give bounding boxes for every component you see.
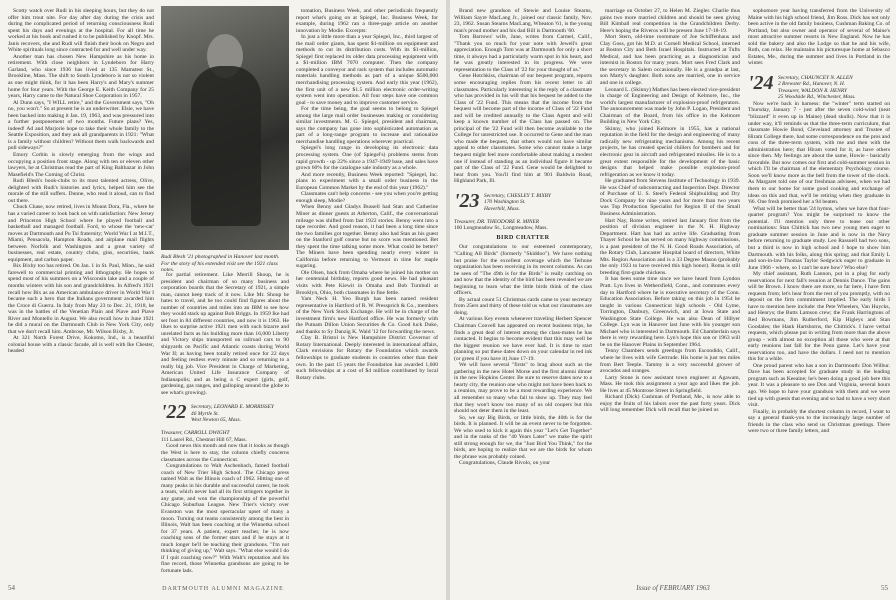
paragraph: Leonard L. (Skinny) Mathes has been elected vice-president in charge of Engineering and Design of Kelmore, Inc., the world's largest manufacturer of explosion-proof refrigerators. The announcement was made by John P. Logan, President and Chairman of the Board, from his office in the Kelmore Building in New York City. xyxy=(600,86,740,126)
paragraph: What will be better than '24 hymns, when we have that four-quarter program? You might be surprised to know the potential. I'll mention only three to tease our other nominations: Stan Chittick has two new young men eager to graduate summer session in June and is now in the Navy before returning to graduate study. Leo Rassuell had two sons, but a third is now in high school and I hope to show him Dartmouth. with his folks, along this spring; and that Emily L and son-in-law Thomas Taylor Sedgwick eager to graduate in June 1966 - where, so I can't be sure how? Who else? xyxy=(748,205,890,271)
photo-caption: Rudi Blesh '21 photographed in Hanover last month. For the story of his extended visit see the 1921 class notes. xyxy=(161,254,280,274)
paragraph: Gene Hotchkiss, chairman of our bequest program, reports some encouraging replies from his recent letter to all classmates. Particularly interesting is the reply of a classmate who has provided in his will that his bequest be added to the Class of '22 Fund. This means that the income from the bequest will become part of the income of Class of '22 Fund and will be credited annually to the Class Agent and will keep a known number of the Class has passed on. The principal of the '22 Fund will then become available to the College for unrestricted use. It occurred to Gene and the man who made the bequest, that others would not have similar appeal to other classmates. Some who cannot make a large bequest might feel more comfortable about making a modest one if instead of standing as an individual figure it became part of the Class of '22 Fund. Gene would be delighted to hear from you. You'll find him at 901 Baldwin Road, Highland Park, Ill. xyxy=(454,73,592,185)
paragraph: At 321 North Forest Drive, Kokomo, Ind., is a beautiful colonial house with a classic facade, all is well with Ike Chester, headed xyxy=(8,335,154,355)
class-23-header xyxy=(454,189,592,215)
paragraph: At various Key events whenever traveling Herbert Spencer Chairman Convell has appeared on recent business trips, he finds a great deal of interest among the class-mates he has contacted. It begins to become evident that this may well be the biggest reunion we have ever had. It is time to start planning so put these dates down on your calendar in red ink (or green if you have it) June 17-19. xyxy=(454,316,592,362)
right-page xyxy=(450,0,896,600)
paragraph: Scotty watch over Rudi in his sleeping hours, but they do not offer him trout nite. For day after day during the crisis and during the complicated period of returning consciousness Rudi spent his days and evenings at the hospital. For all time he worked at his book and rushed it to be published by Knopf. Mrs. Janis recovers, she and Rudi will finish their book on Negro and White spirituals long since contracted for and well under way. xyxy=(8,8,154,54)
paragraph: tomation, Business Week, and other periodicals frequently report what's going on at Spiegel, Inc. Business Week, for example, during 1962 ran a three-page article on another innovation by Modie. Excerpts: xyxy=(296,8,438,34)
paragraph: for partial retirement. Like Merrill Shoup, he is president and chairman of so many business and corporation boards that the Secretary of 1921, a simple man, cannot keep track of it now. Like Mr. Shoup he hates to travel, and he too could find figures about the number of countries and miles into an IBM to see how they would stack up against Bob Briggs. In 1959 Ike had set foot in 84 different countries, and now it is 1963. He likes to surprise active 1921 men with such bizarre and unrelated facts as his building more than 16,000 Liberty and Victory ships transported on railroad cars to 90 shipyards on Pacific and Atlantic coasts during World War II; as having been totally retired once for 22 days and feeling restless every minute and so returning to a really big job. Vice President in Charge of Marketing, American United Life Insurance Company of Indianapolis; and as being a C expert (girls, golf, gardening, gas ranges, and galloping around the globe to see what's growing). xyxy=(161,272,289,396)
paragraph: In just a little more than a year Spiegel, Inc., third largest of the mail order giants, has spent $1-million on equipment and methods to cut its distribution costs. With its $1-million, Spiegel first replaced its older data processing equipment with a $1-million IBM 7070 computer. Then the company completed a conveyor and rack system that includes automatic materials handling methods as part of a unique $500,000 merchandising processing system. And early this year (1962), the first unit of a new $1.5 million electronic order-writing system went into operation. All four steps have one common goal - to save money and to improve customer service. xyxy=(296,34,438,106)
paragraph: Brand new grandson of Stewie and Louise Stearns, William Sayre MacLang Jr., joined our classic family, Nov. 23, 1962. Susan Stearns MacLang, Wheaton '61, is the young man's proud mother and his dad Bill is Dartmouth '60. xyxy=(454,8,592,34)
paragraph: Finally, in probably the shortest column in record, I want to say a general thank-you to the increasingly large number of friends in the class who send us Christmas greetings. There were two or three family letters, and xyxy=(748,408,890,435)
paragraph: One proud parent who has a son in Dartmouth: Don Wilbur. Dave has been accepted for graduate study in the leading program such as Keeaine; he's been doing a good job here this year. It was a pleasure to see Don and Virginia, several hours ago. We hope to have your grandson with them and we were tied up with guests that evening and so had to have a very short visit. xyxy=(748,362,890,409)
class-year: '22 xyxy=(161,401,187,424)
photo-portrait-body xyxy=(191,66,261,226)
paragraph: Now we're back in harness: the "winter" term started on Thursday, January 7 - just after the seven cold-wind (neat "blizzard" it even up in Maine) (dead skulls). Now that it is under way, it'll reminds us that the three-term curriculum, that classmate Howie Bond, Cleveland attorney and Trustee of Hiram College there, had some correspondence on the pros and cons of the three-term system, with me and then with the administration here; that Hiram voted for it, as have others since then. My feelings are about the same, Howie - basically favorable. But now comes our first and cold-summer session in which I'll be chairman of the elementary Psychology course. Soon we'll know more as the bell from the tower of the clock. As Margaret told one of our freshman advisees, when we had them to our home for some good cooking and exchange of ideas on this and that, we'll be retiring when they graduate in '66. One fresh promised her a 94 beaten. xyxy=(748,100,890,206)
paragraph: sophomore year having transferred from the University of Maine with his high school friend, Jim Ross. Dick has not only been active in the old family business, Cushman Baking Co. of Portland, but also owner and operator of several of Maine's most attractive summer resorts in New England. Now he has sold the bakery and also the Lodge so that he and his wife, Ruth, can relax. He maintains his picturesque home at Sebasco Estates, Me., during the summer and lives in Portland in the winter. xyxy=(748,8,890,67)
paragraph: Another man has chosen New Hampshire as his home in retirement. With close neighbors in Lyndeboro for Harry Garland, who since 1936 has lived at 135 Mamstest St., Brookline, Mass. The shift to South Lyndeboro is not so violent as one might think, for it has been Harry's and Mary's summer home for four years. With the George E. Keith Company for 25 years, Harry came to the Natural Shoe Corporation in 1957. xyxy=(8,53,154,100)
right-column-3 xyxy=(748,8,890,573)
paragraph: Spiegel's long range in developing its electronic data processing system. One (of Spiegel's) problems stems from rapid growth - up 22% since a 1947-1949 base, and sales have grown 60% for the catalogue sale industry as a whole. xyxy=(296,145,438,172)
paragraph: Emory Corbin is slowly emerging from the wings and occupying a position front stage. Along with ten or eleven other lawyers, he at Christmas read the part of King Balthazar in John Masefield's The Coming of Christ. xyxy=(8,152,154,178)
paragraph: Chuck Chase, now retired, lives in Mount Dora, Fla., where he has a varied career to look back on with satisfaction: New Jersey and Princeton High School where he played football and basketball and managed football. Ford, to whose the 'new-car' moves at Dartmouth and Pu Tsi fraternity; World War I at M.I.T., Miami, Pensacola, Hampton Roads, and airplane mail flights between Norfolk and Washington and a great variety of businesses, real estate, country clubs, gins, securities, bank equipment, and carbon paper. xyxy=(8,204,154,263)
running-footer-right: Issue of FEBRUARY 1963 xyxy=(636,584,710,592)
right-column-1 xyxy=(454,8,592,573)
class-22-treasurer: Treasurer, CARROLL DWIGHT xyxy=(161,430,230,437)
paragraph: Al Dunn says, "I WILL retire," and the Government says, "Oh no, you won't." So at present he is an underwriter. Elsie, we have been backed into making it Jan. 19, 1963, and was pressured into a further postponement of two months. Future plans? Yes, indeed! Ad and Marjorie hope to take their whole family to the Seattle Exposition, and they ask all grandparents in 1921: "What is a family without children? Without them walk backwards and pull sideways?" xyxy=(8,99,154,152)
paragraph: Good news this month and now that it looks as though the West is here to stay, the column chiefly concerns classmates across the Connecticut. xyxy=(161,443,289,463)
paragraph: Our congratulations to our esteemed contemporary, "Calling All Birds" (formerly "Skiddoo"). We have nothing but praise for the excellent coverage which the Terhune organization has been receiving in its recent columns. As can be seen of "The 49th is for the Birds" is really catching on and now that the identity of the bird has been revealed we are beginning to learn what the little birds think of the class officers. xyxy=(454,244,592,297)
paragraph: Hart Nay, Rome writes, retired last January first from the position of division engineer in the N. H. Highway Department. Hart has had an active life. Graduating from Thayer School he has served on many highway commissions, is a past president of the N. H. Good Roads Association, of the Rotary Club, Lancaster Hospital board of directors, White Mts. Region Association and is a 33 Degree Mason (probably the only 1923 to have received this high honor). Roma is still breeding first-grade chickens. xyxy=(600,217,740,276)
paragraph: When Benny and Gladys Bussell had Stan and Catherine Miner as dinner guests at Atherton, Calif., the conversational mileage was shifted from fast 1922 stories. Benny went into a tape recorder. And good reason, it had been a long time since the two families got together. Benny also had Stan as his guest on the Stanford golf course but no score was mentioned. Bet they spent the time talking some more. What could be better? The Miners have been spending nearly every winter in California before returning to Vermont in time for maple sugaring. xyxy=(296,204,438,270)
paragraph: Tom Barrows' wife, Jane, writes from Carmel, Calif., "Thank you so much for your note with Jewell's great appreciation. Enough Tom was at Dartmouth for only a short time, it always had a particularly warm spot in his heart, and he was greatly interested in its progress. We were representation to the Class of '22 for your thought of us." xyxy=(454,34,592,73)
left-column-3 xyxy=(296,8,438,568)
class-year: '24 xyxy=(748,71,774,94)
paragraph: Mort Stern, old-time roommate of Joe Schiffenhaus and Clay Goss, got his M.D. at Cornell Medical School, interned at Boston City and Beth Israel Hospitals. Instructed at Tufts Medical, and has been practicing as a diagnostician and internist in Boston for many years. Mort sees Fred Clark and the secretary in Salem occasionally. He is a grandpa at last, son Marty's daughter. Both sons are married, one in service and one in college. xyxy=(600,34,740,87)
page-number-left: 54 xyxy=(8,584,15,592)
class-24-header xyxy=(748,71,890,101)
paragraph: Congratulations, Claude Rivolo, on your xyxy=(459,460,551,467)
right-column-2 xyxy=(600,8,740,573)
paragraph: Classmates can't help concerns - see you when you're getting enough sleep, Modie? xyxy=(296,191,438,204)
class-officers: Secretary, CHESLEY T. BIXBY 170 Washington St. Haverhill, Mass. xyxy=(484,192,551,212)
running-footer-left: DARTMOUTH ALUMNI MAGAZINE xyxy=(162,586,284,592)
left-column-2 xyxy=(161,272,289,572)
paragraph: My chief assistant, Ruth Lannon, put in a plug for early reservations for next fall's reunion at Dennis Dance. The gains will be Brown. I know there are more, so far here, I have firm requests from; let's hear from the rest of you promptly, with no deposit on the firm commitment implied. The early birds I have to mention here include: the Pete Wheelers, Van Huycks, and Henrys; the Butts Lamson crew; the Frank Harringtons of Red Bowmans, Jim Rutherford, Kip Higleys and Stan Goodales; the Hank Hartshorns, the Chittick's. I have verbal requests, which please put in writing from more than the above group - with almost no exception all those who were at that early reunions last fall for the Penn game. Let's have your reservations too, and have the dollars. I need not to mention this for a while. xyxy=(748,271,890,363)
paragraph: Clay B. Bristol is New Hampshire District Governor of Rotary International. Deeply interested in international affairs, Clark envisions for Rotary the Foundation which awards fellowships to graduate students in countries other than their own. In the past 15 years the Foundation has awarded 1,600 such fellowships at a cost of $4 million contributed by local Rotary clubs. xyxy=(296,335,438,381)
paragraph: And more recently, Business Week reported: "Spiegel, Inc. plans to experiment with a small order business in the European Common Market by the end of this year (1962)." xyxy=(296,171,438,191)
paragraph: Rudi Blesh's book-clubs to its most talented actress, Olive, delighted with Rudi's histories and lyrics, helped him see the morale of the still suffers. Dunne, who read it aloud, can to find out there. xyxy=(8,178,154,204)
paragraph: We will have several "firsts" to brag about such as the gathering in the new Hotel Morse and the first alumni dinner in the new Hopkins Center. Be sure to reserve dates now to a hearty city, the reunion one who might not have been back to a reunion, may prove to be a most rewarding experience. We all remember so many who fail to show up. They may feel that they won't know too many of us old coupers but this should not deter them in the least. xyxy=(454,362,592,415)
paragraph: Ole Olsen, back from Omaha where he joined his mother on her centennial birthday, reports good news. He had pleasant visits with Pete Kiewit in Omaha and Bob Turnbull at Brooklyn, Ohio, both classmates in fine fettle. xyxy=(296,269,438,296)
left-page xyxy=(0,0,446,600)
paragraph: Bix Bixby too has retired. On Jan. 1 in St. Paul, Minn., he said farewell to commercial printing and lithography. He hopes to spend most of his summers on a Wisconsin lake and a couple of months winters with his son and grandchildren. In Alfred's 1921 recall how Bix as an American ambulance driver in World War I became such a hero that the Italians government awarded him the Croce di Guerra. In Italy from May 23 to Dec. 21, 1918, he was in the battles of the Venetian Plain and Piave and Piave River and Montello in August. We also recall how in June 1921 he did a mural on the Dartmouth Club in New York City, only that we don't recall him. Ambrose, Mr. Wilson Bixby, Jr. xyxy=(8,263,154,335)
paragraph: marriage on October 27, to Helen M. Ziegler. Charlie thus gains two more married children and should be seen giving Bill Kimball real competition in the Grandchildren Derby. Here's hoping the Riveros will be present June 17-18-19. xyxy=(600,8,740,34)
paragraph: Larry Stone is now assistant town engineer at Agawam, Mass. He took this assignment a year ago and likes the job. He lives at 45 Montrose Street in Springfield. xyxy=(600,374,740,394)
paragraph: Tenny Chambers sends greetings from Escondido, Calif., where he lives with wife Gertrude. His home is just ten miles from Bert Teeple. Tammy is a very successful grower of avocados and oranges. xyxy=(600,348,740,375)
paragraph: Richard (Dick) Cushman of Portland, Me., is now able to enjoy the fruits of his labors over the past forty years. Dick will long remember Dick will recall that he joined us xyxy=(600,394,740,414)
paragraph: It has been some time since we have heard from Lyndon Pratt. Lyn lives in Wethersfield, Conn., and commutes every day to Hartford where he is executive secretary of the Conn. Education Association. Before taking on this job in 1954 he taught in various Connecticut high schools - Old Lyme, Torrington, Danbury, Greenwich, and at Iowa State and Washington State College. He was also Dean of Hillyer College. Lyn was in Hanover last June with his younger son Michael who is interested in Dartmouth. Ed Chamberlain says there is very rewarding here. Lyn's hope this son or 1963 will be on the Hanover Plains in September 1964. xyxy=(600,276,740,348)
left-column-1 xyxy=(8,8,154,568)
class-23-treasurer: Treasurer, DR. THEODORE R. MINER xyxy=(454,218,540,225)
paragraph: Skinny, who joined Kelmore in 1955, has a national reputation in the field for the design and engineering of many radically new refrigerating mechanisms. Among his recent projects, he has created special chillers for bombers and for electronic gear in aircraft and refrigerated missiles. He is to a great extent responsible for the development of the basic designs that helped make possible explosion-proof refrigeration as we know it today. xyxy=(600,125,740,178)
paragraph: Yam Neck H. Yeo Burgh has been named resident representative in Hartford of R. W. Pressprich & Co., members of the New York Stock Exchange. He will be in charge of the investment firm's new Hartford office. He was formerly with the Putnam Dillon Union Securities & Co. Good luck Duke, and thanks to Sy Danzig K. Wald '12 for forwarding the news. xyxy=(296,296,438,335)
paragraph: For the time being, the goal seems to belong to Spiegel among the large mail order businesses making or considering similar investments. M. G. Spiegel, president and chairman, says the company has gone into sophisticated automation as part of a long-range program to increase and rationalize merchandise handling operations wherever practical. xyxy=(296,106,438,145)
class-23-treasurer-address: 160 Longmeadow St., Longmeadow, Mass. xyxy=(454,225,548,232)
page-number-right: 55 xyxy=(881,584,888,592)
paragraph: He graduated from Stevens Institute of Technology in 1939. He was Chief of subcontracting and Inspection Dept. Director of Purchase of U. S. Steel's Federal Shipbuilding and Dry Dock Company for nine years and for more than two years was Top Production Specialist for Region II of the Small Business Administration. xyxy=(600,178,740,217)
paragraph: Congratulations to Walt Aschenbach, famed football coach of New Trier High School. The Chicago press named Walt as the Illinois coach of 1962. Hitting one of many peaks in his durable and successful career, he took a team, which never had all its first stringers together in any game, and won the championship of the powerful Chicago Suburban League. New Trier's victory over Evanston was the most spectacular upset of many a moon. Turning out teams consistently among the best in Illinois, Walt has been coaching at the Winnetka school for 37 years. A patient, expert teacher, he is now coaching sons of the former stars and if he stays at it much longer he'll be teaching their grandsons. "I'm not thinking of giving up," Walt says. "What else would I do if I quit coaching now?" With Walt's reputation and his fine record, those Winnetka grandsons are going to be fortunate lads. xyxy=(161,463,289,572)
class-officers: Secretary, LEONARD E. MORRISSEY 46 Myrtle St. West Newton 65, Mass. xyxy=(191,404,274,424)
class-22-header xyxy=(161,400,289,426)
class-year: '23 xyxy=(454,189,480,212)
class-22-treasurer-address: 111 Laurel Rd., Chestnut Hill 67, Mass. xyxy=(161,436,247,443)
paragraph: By actual count 51 Christmas cards came to your secretary from 25ers and thirty of these told us what our classmates are doing. xyxy=(454,296,592,316)
bird-chatter-heading: BIRD CHATTER xyxy=(496,233,550,241)
class-officers: Secretary, CHAUNCEY N. ALLEN 2 Brewster Rd., Hanover, N. H. Treasurer, WALDON R. HENRY 25 Woodside Rd., Winchester, Mass. xyxy=(778,74,856,101)
rudi-blesh-photo xyxy=(161,6,289,250)
paragraph: So, we say Big Birds, or little birds, the 40th is for the birds. It is planned. It will be an event never to be forgotten. We who used to kick it again this year "Let's Get Together" and in the ranks of the "40 Years Later" we make the spirit still strong enough for we, the "Just Bird You Think," for the birds, are hoping to realize that we are the birds for whom the phrase was probably coined. xyxy=(454,414,592,460)
